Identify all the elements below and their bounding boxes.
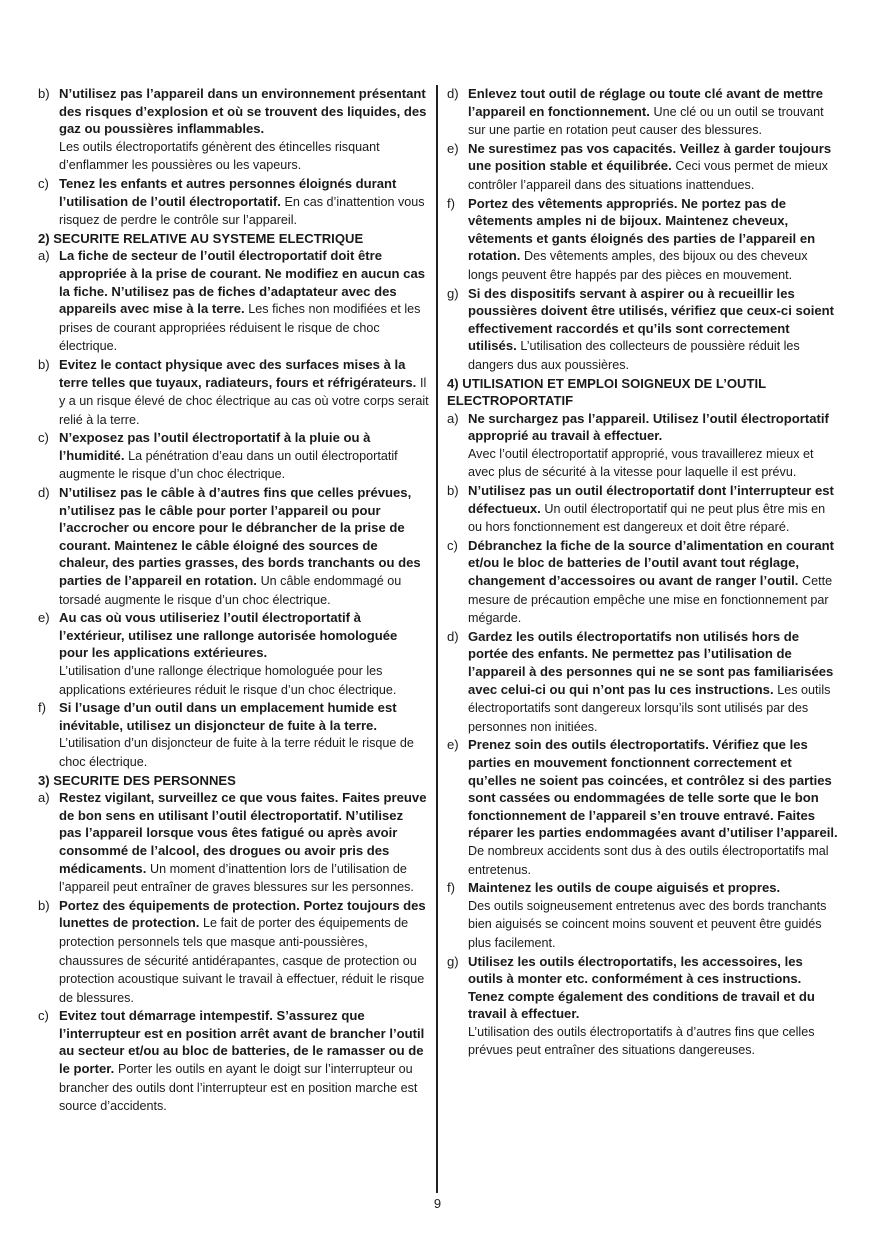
item-explanation: Des outils soigneusement entretenus avec des bords tranchants bien aiguisés se coincent moins souvent et peuvent être guidés plus facilement. <box>468 898 827 950</box>
item-explanation: Les outils électroportatifs sont dangereux lorsqu’ils sont utilisés par des personnes non initiées. <box>468 682 831 734</box>
list-item <box>38 1007 429 1116</box>
list-item <box>447 85 838 140</box>
item-marker: f) <box>38 700 46 716</box>
item-marker: b) <box>38 897 50 913</box>
item-marker: a) <box>447 410 459 426</box>
item-instruction: Evitez tout démarrage intempestif. S’assurez que l’interrupteur est en position arrêt avant de brancher l’outil au secteur et/ou au bloc de batteries, de le ramasser ou de le porter. <box>59 1008 425 1077</box>
item-marker: e) <box>447 737 459 753</box>
item-marker: c) <box>38 175 49 191</box>
list-item <box>447 140 838 195</box>
item-explanation: De nombreux accidents sont dus à des outils électroportatifs mal entretenus. <box>468 843 829 877</box>
item-instruction: N’utilisez pas l’appareil dans un environnement présentant des risques d’explosion et où se trouvent des liquides, des gaz ou poussières inflammables. <box>59 86 427 137</box>
item-instruction: Prenez soin des outils électroportatifs. Vérifiez que les parties en mouvement fonctionnent correctement et qu’elles ne soient pas coincées, et contrôlez si des parties sont cassées ou endommagées de telle sorte que le bon fonctionnement de l’appareil s’en trouve entravé. Faites réparer les parties endommagées avant d’utiliser l’appareil. <box>468 737 838 841</box>
list-item <box>38 789 429 897</box>
item-marker: a) <box>38 790 50 806</box>
list-item <box>447 953 838 1061</box>
item-explanation: Des vêtements amples, des bijoux ou des cheveux longs peuvent être happés par des pièces en mouvement. <box>468 249 808 282</box>
item-marker: c) <box>447 537 458 553</box>
list-item <box>38 247 429 356</box>
item-explanation: Un moment d’inattention lors de l’utilisation de l’appareil peut entraîner de graves blessures sur les personnes. <box>59 861 414 895</box>
item-explanation: Le fait de porter des équipements de protection personnels tels que masque anti-poussières, chaussures de sécurité antidérapantes, casque de protection ou protection acoustique suivant le travail à effectuer, réduit le risque de blessures. <box>59 916 425 1005</box>
item-explanation: Une clé ou un outil se trouvant sur une partie en rotation peut causer des blessures. <box>468 104 824 138</box>
list-item <box>38 356 429 429</box>
item-instruction: Enlevez tout outil de réglage ou toute clé avant de mettre l’appareil en fonctionnement. <box>468 86 824 119</box>
list-item <box>447 410 838 482</box>
item-marker: b) <box>447 483 459 499</box>
left-column <box>38 85 429 1116</box>
item-explanation: Les outils électroportatifs génèrent des étincelles risquant d’enflammer les poussières ou les vapeurs. <box>59 139 380 173</box>
item-instruction: Evitez le contact physique avec des surfaces mises à la terre telles que tuyaux, radiateurs, fours et réfrigérateurs. <box>59 356 417 390</box>
item-explanation: L’utilisation d’une rallonge électrique homologuée pour les applications extérieures réduit le risque d’un choc électrique. <box>59 664 397 697</box>
item-explanation: Cette mesure de précaution empêche une mise en fonctionnement par mégarde. <box>468 574 833 626</box>
item-marker: e) <box>38 610 50 626</box>
item-explanation: Un câble endommagé ou torsadé augmente le risque d’un choc électrique. <box>59 574 402 607</box>
list-item <box>38 429 429 484</box>
item-instruction: Gardez les outils électroportatifs non utilisés hors de portée des enfants. Ne permettez pas l’utilisation de l’appareil à des personnes qui ne se sont pas familiarisées avec celui-ci ou qui n’ont pas lu ces instructions. <box>468 628 834 697</box>
item-explanation: En cas d’inattention vous risquez de perdre le contrôle sur l’appareil. <box>59 194 425 228</box>
item-instruction: Si l’usage d’un outil dans un emplacement humide est inévitable, utilisez un disjoncteur de fuite à la terre. <box>59 700 397 733</box>
item-explanation: Un outil électroportatif qui ne peut plus être mis en ou hors fonctionnement est dangereux et doit être réparé. <box>468 501 826 535</box>
item-instruction: La fiche de secteur de l’outil électroportatif doit être appropriée à la prise de courant. Ne modifiez en aucun cas la fiche. N’utilisez pas de fiches d’adaptateur avec des appareils avec mise à la terre. <box>59 248 426 317</box>
item-marker: f) <box>447 880 455 896</box>
section-heading: 4) UTILISATION ET EMPLOI SOIGNEUX DE L’OUTIL ELECTROPORTATIF <box>447 375 766 409</box>
item-explanation: Avec l’outil électroportatif approprié, vous travaillerez mieux et avec plus de sécurité à la vitesse pour laquelle il est prévu. <box>468 446 814 480</box>
item-explanation: Porter les outils en ayant le doigt sur l’interrupteur ou brancher des outils dont l’interrupteur est en position marche est source d’accidents. <box>59 1062 418 1114</box>
section-heading: 2) SECURITE RELATIVE AU SYSTEME ELECTRIQUE <box>38 230 364 246</box>
item-explanation: L’utilisation des collecteurs de poussière réduit les dangers dus aux poussières. <box>468 339 800 372</box>
list-item <box>447 628 838 737</box>
item-explanation: L’utilisation d’un disjoncteur de fuite à la terre réduit le risque de choc électrique. <box>59 736 414 769</box>
list-item <box>447 537 838 628</box>
item-marker: b) <box>38 86 50 101</box>
right-column <box>447 85 838 1060</box>
list-item <box>38 484 429 609</box>
section-heading: 3) SECURITE DES PERSONNES <box>38 772 236 788</box>
list-item <box>447 285 838 375</box>
item-instruction: N’exposez pas l’outil électroportatif à la pluie ou à l’humidité. <box>59 430 371 463</box>
item-marker: c) <box>38 430 49 446</box>
item-instruction: N’utilisez pas le câble à d’autres fins que celles prévues, n’utilisez pas le câble pour porter l’appareil ou pour l’accrocher ou encore pour le débrancher de la prise de courant. Maintenez le câble éloigné des sources de chaleur, des parties grasses, des bords tranchants ou des parties de l’appareil en rotation. <box>59 485 421 589</box>
item-instruction: Utilisez les outils électroportatifs, les accessoires, les outils à monter etc. conformément à ces instructions. Tenez compte également des conditions de travail et du travail à effectuer. <box>468 953 815 1022</box>
list-item <box>38 85 429 175</box>
item-marker: d) <box>38 485 50 501</box>
column-divider <box>436 85 438 1193</box>
item-marker: d) <box>447 86 459 101</box>
page-number: 9 <box>433 1196 442 1211</box>
item-marker: e) <box>447 140 459 156</box>
item-instruction: Restez vigilant, surveillez ce que vous faites. Faites preuve de bon sens en utilisant l’outil électroportatif. N’utilisez pas l’appareil lorsque vous êtes fatigué ou après avoir consommé de l’alcool, des drogues ou avoir pris des médicaments. <box>59 790 427 876</box>
list-item <box>447 482 838 537</box>
item-explanation: La pénétration d’eau dans un outil électroportatif augmente le risque d’un choc électrique. <box>59 448 398 482</box>
item-marker: b) <box>38 356 50 372</box>
item-instruction: Ne surchargez pas l’appareil. Utilisez l’outil électroportatif approprié au travail à effectuer. <box>468 410 829 444</box>
item-explanation: L’utilisation des outils électroportatifs à d’autres fins que celles prévues peut entraîner des situations dangereuses. <box>468 1024 815 1058</box>
list-item <box>38 609 429 699</box>
list-item <box>447 195 838 285</box>
item-explanation: Ceci vous permet de mieux contrôler l’appareil dans des situations inattendues. <box>468 159 828 192</box>
item-instruction: Débranchez la fiche de la source d’alimentation en courant et/ou le bloc de batteries de l’outil avant tout réglage, changement d’accessoires ou avant de ranger l’outil. <box>468 537 834 589</box>
list-item <box>38 175 429 230</box>
item-marker: f) <box>447 195 455 211</box>
item-marker: g) <box>447 953 459 969</box>
list-item <box>38 897 429 1008</box>
item-marker: a) <box>38 248 50 264</box>
item-marker: g) <box>447 285 459 301</box>
item-instruction: Tenez les enfants et autres personnes éloignés durant l’utilisation de l’outil électroportatif. <box>59 175 397 209</box>
item-marker: d) <box>447 628 459 644</box>
list-item <box>38 699 429 771</box>
item-instruction: Ne surestimez pas vos capacités. Veillez à garder toujours une position stable et équilibrée. <box>468 140 832 174</box>
item-instruction: Portez des vêtements appropriés. Ne portez pas de vêtements amples ni de bijoux. Maintenez cheveux, vêtements et gants éloignés des parties de l’appareil en rotation. <box>468 195 816 264</box>
item-explanation: Les fiches non modifiées et les prises de courant appropriées réduisent le risque de choc électrique. <box>59 302 421 354</box>
item-instruction: N’utilisez pas un outil électroportatif dont l’interrupteur est défectueux. <box>468 483 834 516</box>
item-explanation: Il y a un risque élevé de choc électrique au cas où votre corps serait relié à la terre. <box>59 375 429 427</box>
item-instruction: Portez des équipements de protection. Portez toujours des lunettes de protection. <box>59 897 426 931</box>
item-instruction: Si des dispositifs servant à aspirer ou à recueillir les poussières doivent être utilisés, vérifiez que ceux-ci soient effectivement raccordés et qu’ils sont correctement utilisés. <box>468 285 835 354</box>
item-instruction: Maintenez les outils de coupe aiguisés et propres. <box>468 880 781 896</box>
list-item <box>447 879 838 952</box>
list-item <box>447 736 838 879</box>
item-instruction: Au cas où vous utiliseriez l’outil électroportatif à l’extérieur, utilisez une rallonge autorisée homologuée pour les applications extérieures. <box>59 610 398 661</box>
item-marker: c) <box>38 1008 49 1024</box>
